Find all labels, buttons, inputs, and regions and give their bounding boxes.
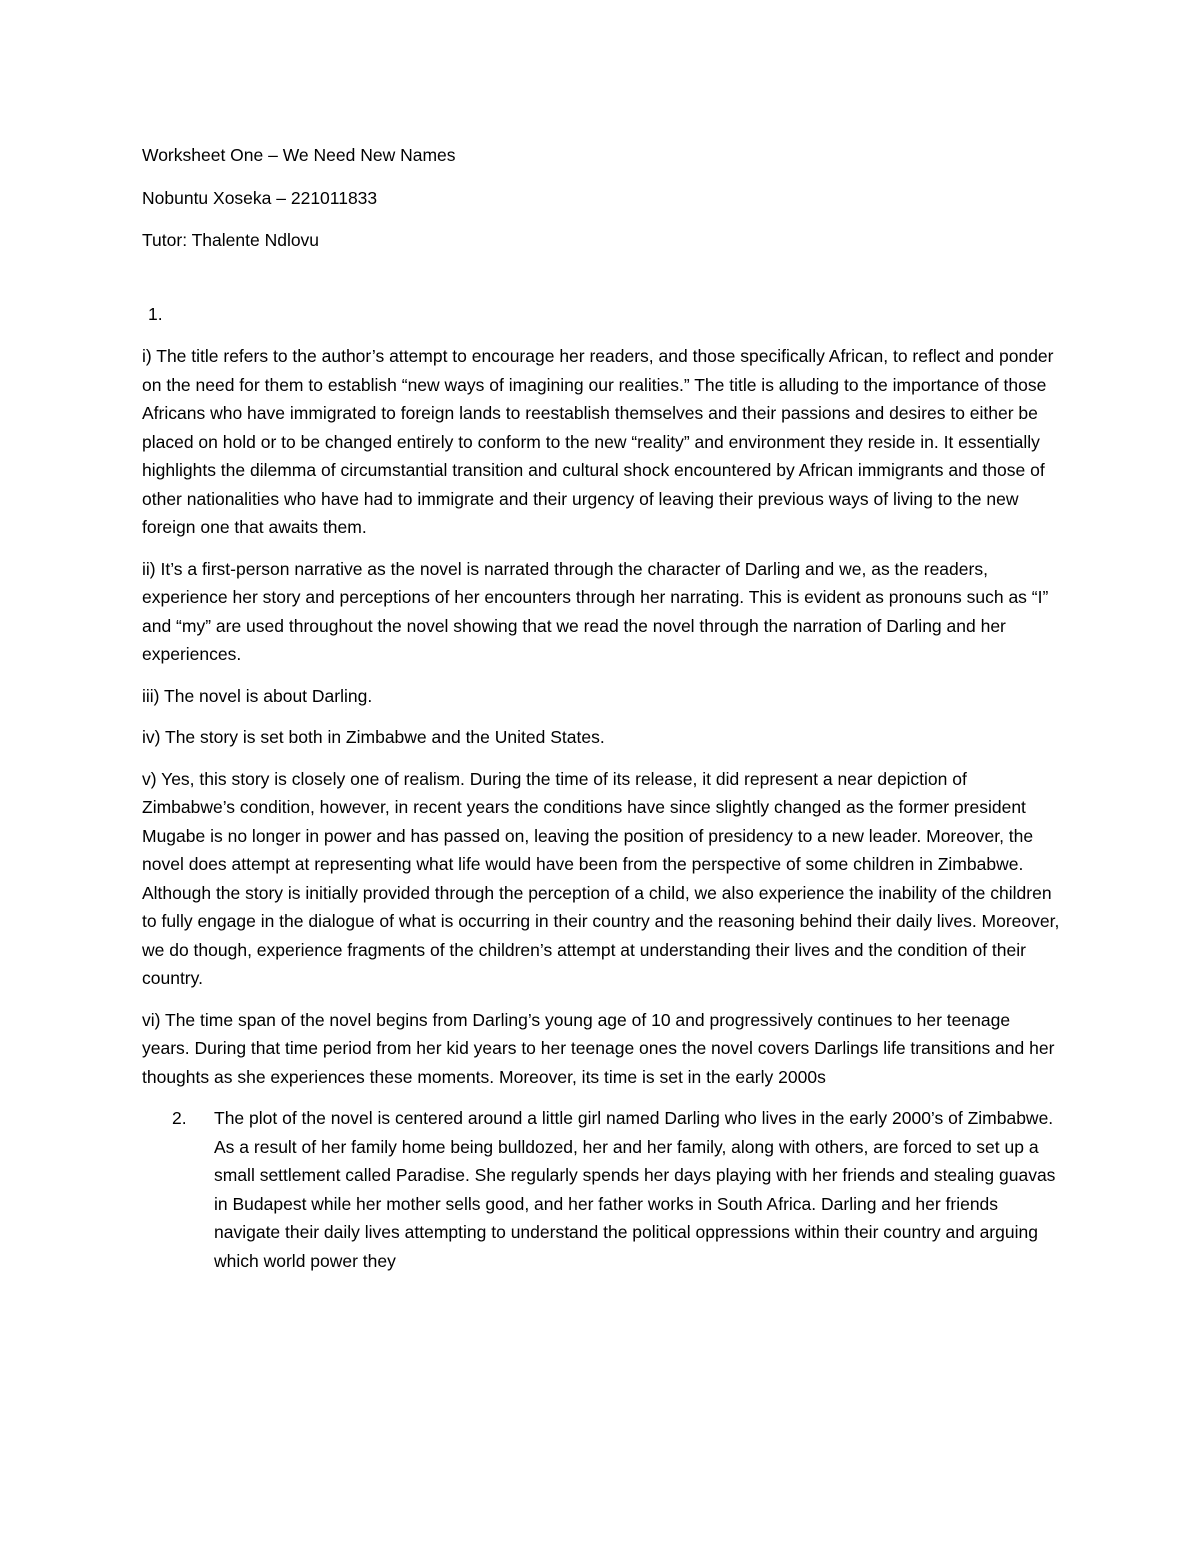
tutor-name: Tutor: Thalente Ndlovu: [142, 230, 320, 250]
question-2-number: 2.: [172, 1108, 187, 1128]
answer-1-iv: iv) The story is set both in Zimbabwe and the United States.: [142, 727, 605, 747]
document-body: [142, 141, 1060, 1275]
answer-1-vi: vi) The time span of the novel begins from Darling’s young age of 10 and progressively continues to her teenage years. During that time period from her kid years to her teenage ones the novel covers Darlings life transitions and her thoughts as she experiences these moments. Moreover, its time is set in the early 2000s: [142, 1009, 1055, 1087]
question-2-item: [142, 1104, 1060, 1275]
answer-1-i: i) The title refers to the author’s attempt to encourage her readers, and those specifically African, to reflect and ponder on the need for them to establish “new ways of imagining our realities.” The title is alluding to the importance of those Africans who have immigrated to foreign lands to reestablish themselves and their passions and desires to either be placed on hold or to be changed entirely to conform to the new “reality” and environment they reside in. It essentially highlights the dilemma of circumstantial transition and cultural shock encountered by African immigrants and those of other nationalities who have had to immigrate and their urgency of leaving their previous ways of living to the new foreign one that awaits them.: [142, 346, 1054, 537]
student-name-number: Nobuntu Xoseka – 221011833: [142, 187, 378, 208]
question-1-number: 1.: [148, 303, 163, 324]
answer-2-text: The plot of the novel is centered around a little girl named Darling who lives in the early 2000’s of Zimbabwe. As a result of her family home being bulldozed, her and her family, along with others, are forced to set up a small settlement called Paradise. She regularly spends her days playing with her friends and stealing guavas in Budapest while her mother sells good, and her father works in South Africa. Darling and her friends navigate their daily lives attempting to understand the political oppressions within their country and arguing which world power they: [214, 1108, 1056, 1271]
answer-1-ii: ii) It’s a first-person narrative as the novel is narrated through the character of Darling and we, as the readers, experience her story and perceptions of her encounters through her narrating. This is evident as pronouns such as “I” and “my” are used throughout the novel showing that we read the novel through the narration of Darling and her experiences.: [142, 558, 1049, 664]
answer-1-iii: iii) The novel is about Darling.: [142, 685, 373, 706]
worksheet-title: Worksheet One – We Need New Names: [142, 145, 456, 165]
answer-1-v: v) Yes, this story is closely one of realism. During the time of its release, it did represent a near depiction of Zimbabwe’s condition, however, in recent years the conditions have since slightly changed as the former president Mugabe is no longer in power and has passed on, leaving the position of presidency to a new leader. Moreover, the novel does attempt at representing what life would have been from the perspective of some children in Zimbabwe. Although the story is initially provided through the perception of a child, we also experience the inability of the children to fully engage in the dialogue of what is occurring in their country and the reasoning behind their daily lives. Moreover, we do though, experience fragments of the children’s attempt at understanding their lives and the condition of their country.: [142, 768, 1060, 988]
blank-line: [142, 269, 1060, 300]
